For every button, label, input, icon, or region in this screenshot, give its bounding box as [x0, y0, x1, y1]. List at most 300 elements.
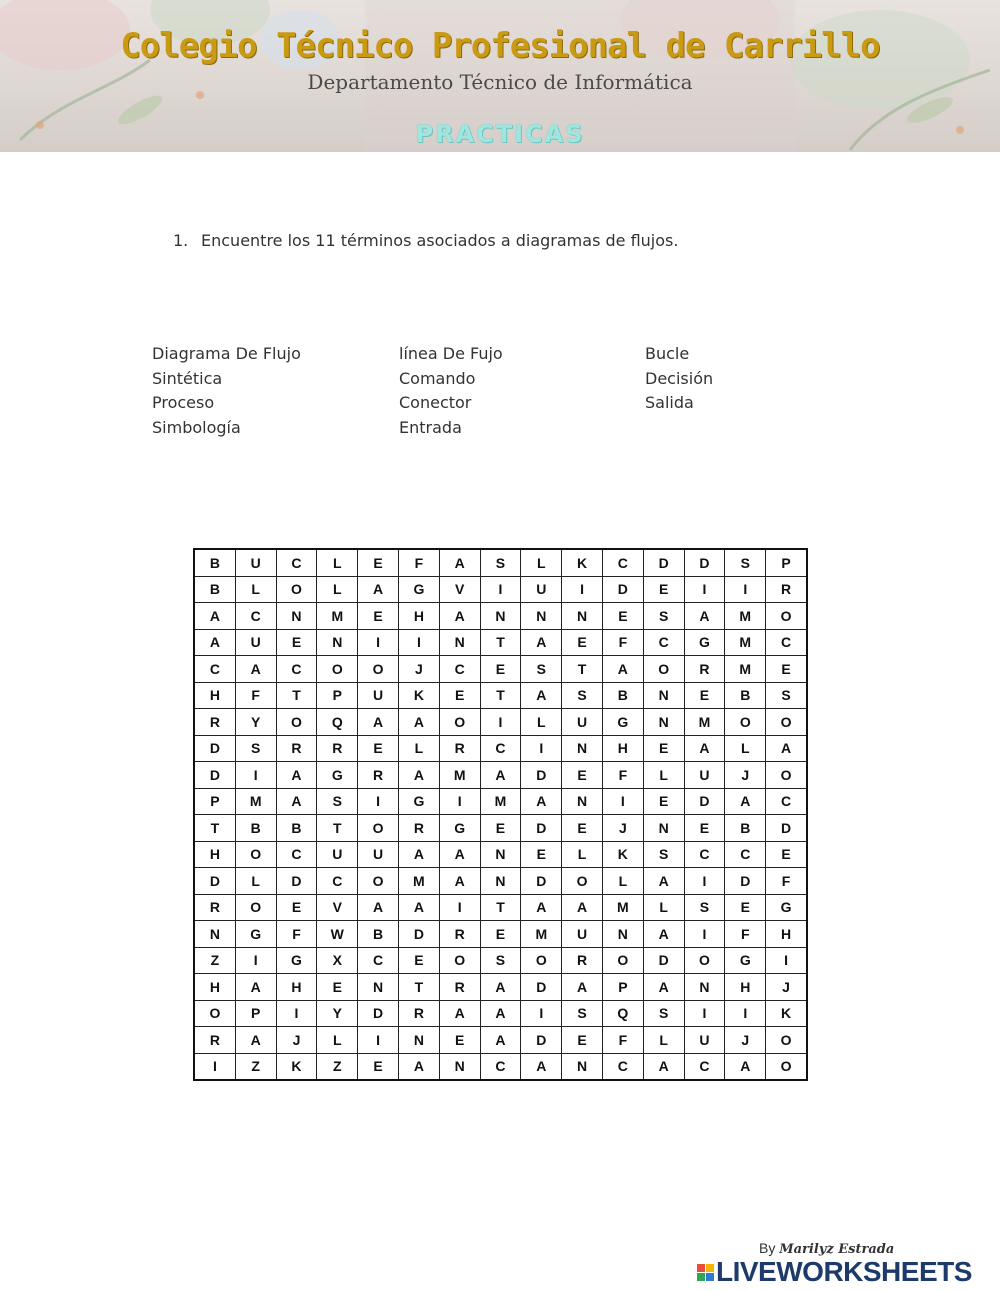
grid-cell[interactable]: A	[643, 974, 684, 1001]
grid-cell[interactable]: G	[276, 947, 317, 974]
grid-cell[interactable]: C	[235, 603, 276, 630]
grid-cell[interactable]: A	[725, 1053, 766, 1080]
grid-cell[interactable]: G	[398, 788, 439, 815]
grid-cell[interactable]: G	[684, 629, 725, 656]
grid-cell[interactable]: T	[398, 974, 439, 1001]
grid-cell[interactable]: C	[276, 841, 317, 868]
grid-cell[interactable]: A	[521, 629, 562, 656]
grid-cell[interactable]: C	[684, 1053, 725, 1080]
grid-cell[interactable]: G	[602, 709, 643, 736]
grid-cell[interactable]: A	[684, 735, 725, 762]
grid-cell[interactable]: A	[398, 1053, 439, 1080]
grid-cell[interactable]: E	[643, 576, 684, 603]
grid-cell[interactable]: W	[317, 921, 358, 948]
grid-cell[interactable]: C	[643, 629, 684, 656]
grid-cell[interactable]: A	[643, 868, 684, 895]
grid-cell[interactable]: O	[194, 1000, 235, 1027]
grid-cell[interactable]: N	[562, 735, 603, 762]
grid-cell[interactable]: N	[643, 709, 684, 736]
grid-cell[interactable]: H	[725, 974, 766, 1001]
grid-cell[interactable]: O	[766, 762, 807, 789]
grid-cell[interactable]: S	[643, 1000, 684, 1027]
grid-cell[interactable]: B	[725, 682, 766, 709]
grid-cell[interactable]: N	[562, 788, 603, 815]
grid-cell[interactable]: O	[358, 656, 399, 683]
grid-cell[interactable]: A	[562, 974, 603, 1001]
grid-cell[interactable]: O	[766, 603, 807, 630]
grid-cell[interactable]: E	[643, 788, 684, 815]
grid-cell[interactable]: I	[725, 576, 766, 603]
grid-cell[interactable]: O	[766, 1053, 807, 1080]
grid-cell[interactable]: G	[766, 894, 807, 921]
grid-cell[interactable]: A	[480, 1027, 521, 1054]
grid-cell[interactable]: L	[643, 894, 684, 921]
grid-cell[interactable]: C	[194, 656, 235, 683]
grid-cell[interactable]: E	[317, 974, 358, 1001]
grid-cell[interactable]: R	[439, 735, 480, 762]
grid-cell[interactable]: I	[480, 709, 521, 736]
grid-cell[interactable]: A	[439, 841, 480, 868]
grid-cell[interactable]: A	[684, 603, 725, 630]
grid-cell[interactable]: T	[317, 815, 358, 842]
grid-cell[interactable]: L	[317, 549, 358, 576]
grid-cell[interactable]: C	[358, 947, 399, 974]
grid-cell[interactable]: L	[317, 1027, 358, 1054]
grid-cell[interactable]: D	[194, 735, 235, 762]
grid-cell[interactable]: O	[235, 894, 276, 921]
grid-cell[interactable]: A	[235, 974, 276, 1001]
grid-cell[interactable]: I	[725, 1000, 766, 1027]
grid-cell[interactable]: I	[194, 1053, 235, 1080]
grid-cell[interactable]: B	[194, 576, 235, 603]
grid-cell[interactable]: M	[317, 603, 358, 630]
grid-cell[interactable]: N	[643, 682, 684, 709]
grid-cell[interactable]: C	[602, 1053, 643, 1080]
grid-cell[interactable]: N	[562, 1053, 603, 1080]
grid-cell[interactable]: I	[521, 735, 562, 762]
grid-cell[interactable]: A	[398, 709, 439, 736]
grid-cell[interactable]: F	[276, 921, 317, 948]
grid-cell[interactable]: A	[480, 762, 521, 789]
grid-cell[interactable]: S	[480, 549, 521, 576]
grid-cell[interactable]: E	[562, 762, 603, 789]
grid-cell[interactable]: A	[480, 974, 521, 1001]
grid-cell[interactable]: A	[276, 762, 317, 789]
grid-cell[interactable]: I	[602, 788, 643, 815]
grid-cell[interactable]: R	[358, 762, 399, 789]
grid-cell[interactable]: O	[684, 947, 725, 974]
grid-cell[interactable]: F	[235, 682, 276, 709]
grid-cell[interactable]: N	[439, 1053, 480, 1080]
grid-cell[interactable]: U	[358, 682, 399, 709]
grid-cell[interactable]: A	[235, 656, 276, 683]
grid-cell[interactable]: J	[398, 656, 439, 683]
grid-cell[interactable]: I	[684, 868, 725, 895]
grid-cell[interactable]: O	[358, 868, 399, 895]
grid-cell[interactable]: E	[276, 894, 317, 921]
grid-cell[interactable]: A	[439, 868, 480, 895]
grid-cell[interactable]: B	[235, 815, 276, 842]
grid-cell[interactable]: M	[725, 656, 766, 683]
grid-cell[interactable]: C	[276, 656, 317, 683]
grid-cell[interactable]: A	[439, 603, 480, 630]
grid-cell[interactable]: E	[684, 815, 725, 842]
grid-cell[interactable]: I	[358, 1027, 399, 1054]
grid-cell[interactable]: C	[684, 841, 725, 868]
grid-cell[interactable]: A	[398, 894, 439, 921]
grid-cell[interactable]: N	[480, 603, 521, 630]
grid-cell[interactable]: D	[521, 974, 562, 1001]
grid-cell[interactable]: U	[521, 576, 562, 603]
grid-cell[interactable]: O	[725, 709, 766, 736]
grid-cell[interactable]: D	[398, 921, 439, 948]
grid-cell[interactable]: L	[521, 709, 562, 736]
grid-cell[interactable]: P	[602, 974, 643, 1001]
grid-cell[interactable]: M	[725, 603, 766, 630]
grid-cell[interactable]: H	[194, 841, 235, 868]
grid-cell[interactable]: N	[480, 841, 521, 868]
grid-cell[interactable]: N	[521, 603, 562, 630]
grid-cell[interactable]: U	[317, 841, 358, 868]
grid-cell[interactable]: G	[235, 921, 276, 948]
grid-cell[interactable]: A	[602, 656, 643, 683]
grid-cell[interactable]: J	[725, 762, 766, 789]
grid-cell[interactable]: E	[766, 656, 807, 683]
grid-cell[interactable]: F	[398, 549, 439, 576]
grid-cell[interactable]: X	[317, 947, 358, 974]
grid-cell[interactable]: T	[194, 815, 235, 842]
grid-cell[interactable]: O	[276, 576, 317, 603]
grid-cell[interactable]: F	[602, 629, 643, 656]
grid-cell[interactable]: H	[276, 974, 317, 1001]
grid-cell[interactable]: E	[358, 735, 399, 762]
grid-cell[interactable]: K	[562, 549, 603, 576]
grid-cell[interactable]: I	[684, 921, 725, 948]
grid-cell[interactable]: H	[194, 974, 235, 1001]
grid-cell[interactable]: F	[602, 1027, 643, 1054]
grid-cell[interactable]: S	[725, 549, 766, 576]
grid-cell[interactable]: E	[480, 815, 521, 842]
grid-cell[interactable]: S	[521, 656, 562, 683]
grid-cell[interactable]: R	[684, 656, 725, 683]
grid-cell[interactable]: H	[398, 603, 439, 630]
grid-cell[interactable]: C	[766, 629, 807, 656]
grid-cell[interactable]: N	[358, 974, 399, 1001]
grid-cell[interactable]: H	[194, 682, 235, 709]
grid-cell[interactable]: D	[766, 815, 807, 842]
grid-cell[interactable]: M	[684, 709, 725, 736]
grid-cell[interactable]: U	[562, 709, 603, 736]
grid-cell[interactable]: I	[276, 1000, 317, 1027]
grid-cell[interactable]: R	[766, 576, 807, 603]
grid-cell[interactable]: E	[358, 1053, 399, 1080]
grid-cell[interactable]: A	[398, 841, 439, 868]
grid-cell[interactable]: S	[643, 603, 684, 630]
grid-cell[interactable]: G	[725, 947, 766, 974]
grid-cell[interactable]: N	[317, 629, 358, 656]
grid-cell[interactable]: U	[562, 921, 603, 948]
grid-cell[interactable]: C	[317, 868, 358, 895]
grid-cell[interactable]: K	[602, 841, 643, 868]
grid-cell[interactable]: N	[398, 1027, 439, 1054]
grid-cell[interactable]: H	[766, 921, 807, 948]
grid-cell[interactable]: O	[562, 868, 603, 895]
grid-cell[interactable]: L	[643, 1027, 684, 1054]
grid-cell[interactable]: A	[643, 921, 684, 948]
grid-cell[interactable]: P	[317, 682, 358, 709]
grid-cell[interactable]: J	[602, 815, 643, 842]
grid-cell[interactable]: B	[194, 549, 235, 576]
grid-cell[interactable]: E	[480, 656, 521, 683]
grid-cell[interactable]: P	[766, 549, 807, 576]
grid-cell[interactable]: E	[562, 1027, 603, 1054]
grid-cell[interactable]: L	[643, 762, 684, 789]
grid-cell[interactable]: D	[276, 868, 317, 895]
grid-cell[interactable]: A	[358, 894, 399, 921]
grid-cell[interactable]: M	[480, 788, 521, 815]
grid-cell[interactable]: A	[521, 894, 562, 921]
grid-cell[interactable]: S	[766, 682, 807, 709]
grid-cell[interactable]: T	[480, 629, 521, 656]
grid-cell[interactable]: O	[235, 841, 276, 868]
grid-cell[interactable]: K	[276, 1053, 317, 1080]
grid-cell[interactable]: A	[439, 1000, 480, 1027]
grid-cell[interactable]: C	[602, 549, 643, 576]
grid-cell[interactable]: I	[398, 629, 439, 656]
grid-cell[interactable]: E	[398, 947, 439, 974]
grid-cell[interactable]: D	[194, 868, 235, 895]
grid-cell[interactable]: I	[521, 1000, 562, 1027]
grid-cell[interactable]: D	[643, 549, 684, 576]
grid-cell[interactable]: O	[439, 709, 480, 736]
grid-cell[interactable]: L	[725, 735, 766, 762]
grid-cell[interactable]: Z	[235, 1053, 276, 1080]
grid-cell[interactable]: S	[317, 788, 358, 815]
grid-cell[interactable]: I	[480, 576, 521, 603]
grid-cell[interactable]: A	[766, 735, 807, 762]
grid-cell[interactable]: P	[194, 788, 235, 815]
grid-cell[interactable]: G	[317, 762, 358, 789]
grid-cell[interactable]: Z	[317, 1053, 358, 1080]
grid-cell[interactable]: S	[562, 1000, 603, 1027]
grid-cell[interactable]: E	[358, 549, 399, 576]
grid-cell[interactable]: I	[684, 1000, 725, 1027]
grid-cell[interactable]: O	[317, 656, 358, 683]
grid-cell[interactable]: V	[317, 894, 358, 921]
grid-cell[interactable]: E	[602, 603, 643, 630]
grid-cell[interactable]: M	[398, 868, 439, 895]
grid-cell[interactable]: I	[439, 788, 480, 815]
grid-cell[interactable]: I	[358, 788, 399, 815]
grid-cell[interactable]: R	[194, 894, 235, 921]
grid-cell[interactable]: Y	[235, 709, 276, 736]
grid-cell[interactable]: E	[766, 841, 807, 868]
grid-cell[interactable]: D	[684, 549, 725, 576]
grid-cell[interactable]: R	[439, 974, 480, 1001]
grid-cell[interactable]: L	[317, 576, 358, 603]
grid-cell[interactable]: U	[684, 762, 725, 789]
liveworksheets-logo[interactable]	[697, 1256, 972, 1288]
grid-cell[interactable]: A	[358, 709, 399, 736]
grid-cell[interactable]: R	[317, 735, 358, 762]
grid-cell[interactable]: A	[235, 1027, 276, 1054]
grid-cell[interactable]: A	[480, 1000, 521, 1027]
grid-cell[interactable]: O	[766, 1027, 807, 1054]
grid-cell[interactable]: L	[235, 868, 276, 895]
grid-cell[interactable]: A	[521, 1053, 562, 1080]
grid-cell[interactable]: I	[235, 947, 276, 974]
grid-cell[interactable]: R	[398, 815, 439, 842]
grid-cell[interactable]: R	[439, 921, 480, 948]
grid-cell[interactable]: D	[602, 576, 643, 603]
grid-cell[interactable]: D	[725, 868, 766, 895]
grid-cell[interactable]: E	[562, 629, 603, 656]
grid-cell[interactable]: N	[439, 629, 480, 656]
grid-cell[interactable]: U	[684, 1027, 725, 1054]
grid-cell[interactable]: E	[643, 735, 684, 762]
grid-cell[interactable]: T	[562, 656, 603, 683]
grid-cell[interactable]: E	[358, 603, 399, 630]
grid-cell[interactable]: D	[521, 762, 562, 789]
grid-cell[interactable]: K	[766, 1000, 807, 1027]
grid-cell[interactable]: I	[235, 762, 276, 789]
grid-cell[interactable]: H	[602, 735, 643, 762]
grid-cell[interactable]: T	[480, 894, 521, 921]
grid-cell[interactable]: T	[480, 682, 521, 709]
grid-cell[interactable]: Q	[317, 709, 358, 736]
grid-cell[interactable]: A	[562, 894, 603, 921]
grid-cell[interactable]: E	[521, 841, 562, 868]
grid-cell[interactable]: C	[439, 656, 480, 683]
grid-cell[interactable]: C	[766, 788, 807, 815]
grid-cell[interactable]: A	[194, 629, 235, 656]
grid-cell[interactable]: C	[480, 1053, 521, 1080]
grid-cell[interactable]: R	[562, 947, 603, 974]
grid-cell[interactable]: B	[725, 815, 766, 842]
grid-cell[interactable]: B	[276, 815, 317, 842]
grid-cell[interactable]: Y	[317, 1000, 358, 1027]
grid-cell[interactable]: I	[439, 894, 480, 921]
grid-cell[interactable]: A	[725, 788, 766, 815]
grid-cell[interactable]: D	[358, 1000, 399, 1027]
grid-cell[interactable]: F	[725, 921, 766, 948]
grid-cell[interactable]: O	[439, 947, 480, 974]
grid-cell[interactable]: D	[521, 1027, 562, 1054]
grid-cell[interactable]: E	[725, 894, 766, 921]
grid-cell[interactable]: S	[684, 894, 725, 921]
grid-cell[interactable]: O	[521, 947, 562, 974]
grid-cell[interactable]: G	[439, 815, 480, 842]
grid-cell[interactable]: N	[276, 603, 317, 630]
grid-cell[interactable]: L	[235, 576, 276, 603]
grid-cell[interactable]: M	[439, 762, 480, 789]
grid-cell[interactable]: S	[480, 947, 521, 974]
grid-cell[interactable]: N	[194, 921, 235, 948]
grid-cell[interactable]: Z	[194, 947, 235, 974]
grid-cell[interactable]: Q	[602, 1000, 643, 1027]
grid-cell[interactable]: O	[358, 815, 399, 842]
grid-cell[interactable]: S	[562, 682, 603, 709]
grid-cell[interactable]: M	[235, 788, 276, 815]
grid-cell[interactable]: J	[766, 974, 807, 1001]
grid-cell[interactable]: E	[439, 682, 480, 709]
grid-cell[interactable]: V	[439, 576, 480, 603]
grid-cell[interactable]: A	[521, 788, 562, 815]
grid-cell[interactable]: D	[684, 788, 725, 815]
grid-cell[interactable]: F	[602, 762, 643, 789]
grid-cell[interactable]: A	[358, 576, 399, 603]
grid-cell[interactable]: G	[398, 576, 439, 603]
grid-cell[interactable]: O	[766, 709, 807, 736]
grid-cell[interactable]: E	[562, 815, 603, 842]
grid-cell[interactable]: A	[643, 1053, 684, 1080]
grid-cell[interactable]: O	[276, 709, 317, 736]
grid-cell[interactable]: R	[194, 709, 235, 736]
grid-cell[interactable]: N	[602, 921, 643, 948]
grid-cell[interactable]: A	[439, 549, 480, 576]
grid-cell[interactable]: T	[276, 682, 317, 709]
grid-cell[interactable]: A	[521, 682, 562, 709]
grid-cell[interactable]: E	[439, 1027, 480, 1054]
grid-cell[interactable]: J	[725, 1027, 766, 1054]
grid-cell[interactable]: S	[643, 841, 684, 868]
grid-cell[interactable]: F	[766, 868, 807, 895]
grid-cell[interactable]: A	[398, 762, 439, 789]
grid-cell[interactable]: L	[398, 735, 439, 762]
grid-cell[interactable]: M	[602, 894, 643, 921]
grid-cell[interactable]: U	[235, 549, 276, 576]
grid-cell[interactable]: E	[480, 921, 521, 948]
grid-cell[interactable]: I	[358, 629, 399, 656]
grid-cell[interactable]: A	[276, 788, 317, 815]
grid-cell[interactable]: C	[725, 841, 766, 868]
grid-cell[interactable]: D	[521, 815, 562, 842]
grid-cell[interactable]: N	[562, 603, 603, 630]
grid-cell[interactable]: D	[194, 762, 235, 789]
grid-cell[interactable]: D	[643, 947, 684, 974]
grid-cell[interactable]: K	[398, 682, 439, 709]
grid-cell[interactable]: U	[358, 841, 399, 868]
grid-cell[interactable]: B	[358, 921, 399, 948]
grid-cell[interactable]: O	[643, 656, 684, 683]
grid-cell[interactable]: N	[480, 868, 521, 895]
grid-cell[interactable]: L	[521, 549, 562, 576]
grid-cell[interactable]: C	[480, 735, 521, 762]
grid-cell[interactable]: J	[276, 1027, 317, 1054]
grid-cell[interactable]: L	[602, 868, 643, 895]
grid-cell[interactable]: B	[602, 682, 643, 709]
grid-cell[interactable]: R	[398, 1000, 439, 1027]
grid-cell[interactable]: C	[276, 549, 317, 576]
grid-cell[interactable]: A	[194, 603, 235, 630]
grid-cell[interactable]: L	[562, 841, 603, 868]
grid-cell[interactable]: D	[521, 868, 562, 895]
grid-cell[interactable]: S	[235, 735, 276, 762]
grid-cell[interactable]: R	[194, 1027, 235, 1054]
grid-cell[interactable]: I	[766, 947, 807, 974]
grid-cell[interactable]: R	[276, 735, 317, 762]
grid-cell[interactable]: M	[521, 921, 562, 948]
grid-cell[interactable]: I	[684, 576, 725, 603]
grid-cell[interactable]: M	[725, 629, 766, 656]
grid-cell[interactable]: E	[276, 629, 317, 656]
grid-cell[interactable]: N	[684, 974, 725, 1001]
grid-cell[interactable]: I	[562, 576, 603, 603]
grid-cell[interactable]: O	[602, 947, 643, 974]
grid-cell[interactable]: N	[643, 815, 684, 842]
grid-cell[interactable]: E	[684, 682, 725, 709]
grid-cell[interactable]: U	[235, 629, 276, 656]
